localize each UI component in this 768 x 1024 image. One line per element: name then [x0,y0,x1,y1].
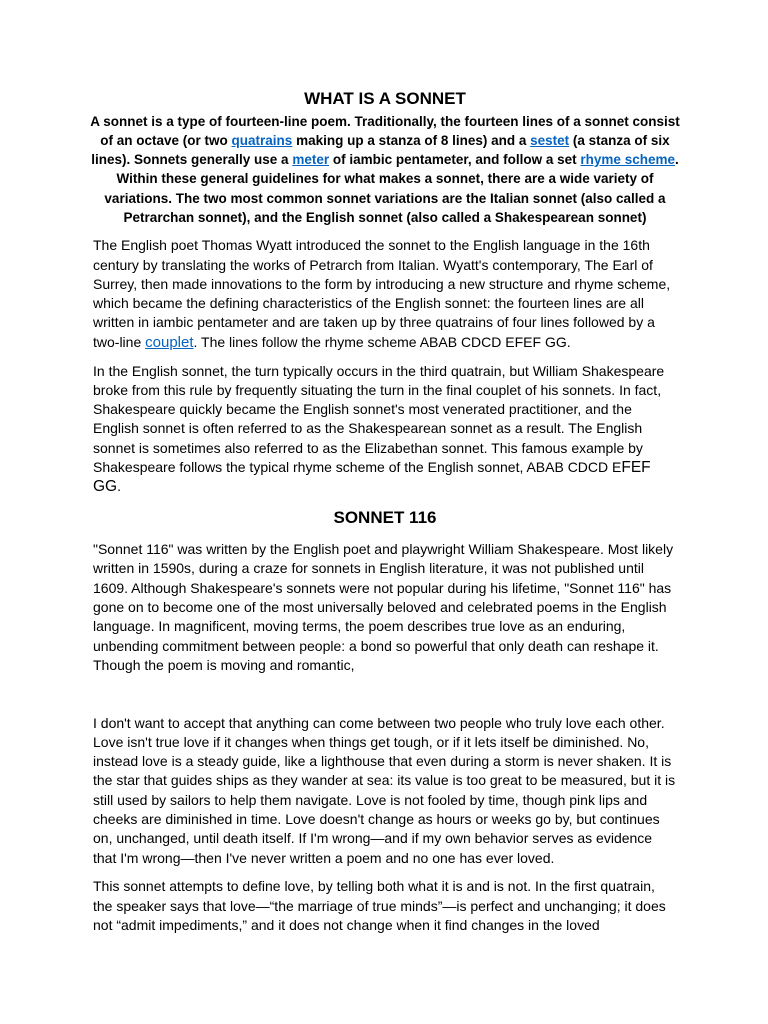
link-sestet[interactable]: sestet [530,132,570,148]
link-couplet[interactable]: couplet [145,333,194,351]
intro-text: A sonnet is a type of fourteen-line poem. Traditionally, the fourteen lines of a sonnet consist of an octave (or two [90,113,680,148]
paragraph-text: In the English sonnet, the turn typically occurs in the third quatrain, but William Shakespeare broke from this rule by frequently situating the turn in the final couplet of his sonnets. In fact, Shakespeare quickly became the English sonnet's most venerated practitioner, and the English sonnet is often referred to as the Shakespearean sonnet as a result. The English sonnet is sometimes also referred to as the Elizabethan sonnet. This famous example by Shakespeare follows the typical rhyme scheme of the English sonnet, ABAB CDCD E [93,362,665,476]
paragraph-text: . The lines follow the rhyme scheme ABAB CDCD EFEF GG. [193,333,571,350]
intro-text: of iambic pentameter, and follow a set [329,152,581,168]
section-heading-sonnet-116: SONNET 116 [333,508,437,528]
intro-text: making up a stanza of 8 lines) and a [292,132,531,148]
intro-text: (a stanza of six lines). Sonnets generally use a [91,132,670,168]
paragraph-english-sonnet-history [93,236,677,352]
intro-paragraph [83,112,687,228]
paragraph-shakespearean-turn [93,362,677,497]
paragraph-sonnet-analysis: This sonnet attempts to define love, by telling both what it is and is not. In the first quatrain, the speaker says that love—“the marriage of true minds”—is perfect and unchanging; it does not “admit impediments,” and it does not change when it find changes in the loved [93,878,666,933]
paragraph-text: The English poet Thomas Wyatt introduced the sonnet to the English language in the 16th century by translating the works of Petrarch from Italian. Wyatt's contemporary, The Earl of Surrey, then made innovations to the form by introducing a new structure and rhyme scheme, which became the defining characteristics of the English sonnet: the fourteen lines are all written in iambic pentameter and are taken up by three quatrains of four lines followed by a two-line [93,237,671,350]
paragraph-sonnet-116-paraphrase: I don't want to accept that anything can come between two people who truly love each other. Love isn't true love if it changes when things get tough, or if it lets itself be diminished. No, instead love is a steady guide, like a lighthouse that even during a storm is never shaken. It is the star that guides ships as they wander at sea: its value is too great to be measured, but it is still used by sailors to help them navigate. Love is not fooled by time, though pink lips and cheeks are diminished in time. Love doesn't change as hours or weeks go by, but continues on, unchanged, until death itself. If I'm wrong—and if my own behavior serves as evidence that I'm wrong—then I've never written a poem and no one has ever loved. [93,714,676,866]
intro-text: . Within these general guidelines for what makes a sonnet, there are a wide variety of variations. The two most common sonnet variations are the Italian sonnet (also called a Petrarchan sonnet), and the English sonnet (also called a Shakespearean sonnet) [104,152,679,225]
link-quatrains[interactable]: quatrains [231,132,293,148]
document-body [90,88,680,945]
link-meter[interactable]: meter [292,152,330,168]
paragraph-sonnet-116-intro: "Sonnet 116" was written by the English poet and playwright William Shakespeare. Most likely written in 1590s, during a craze for sonnets in English literature, it was not published until 1609. Although Shakespeare's sonnets were not popular during his lifetime, "Sonnet 116" has gone on to become one of the most universally beloved and celebrated poems in the English language. In magnificent, moving terms, the poem describes true love as an enduring, unbending commitment between people: a bond so powerful that only death can reshape it. Though the poem is moving and romantic, [93,541,674,673]
paragraph-text: . [117,478,122,495]
blank-line [93,685,677,704]
page-title: WHAT IS A SONNET [304,89,466,108]
link-rhyme-scheme[interactable]: rhyme scheme [580,152,675,168]
rhyme-scheme-emphasis: FEF GG [93,459,651,496]
